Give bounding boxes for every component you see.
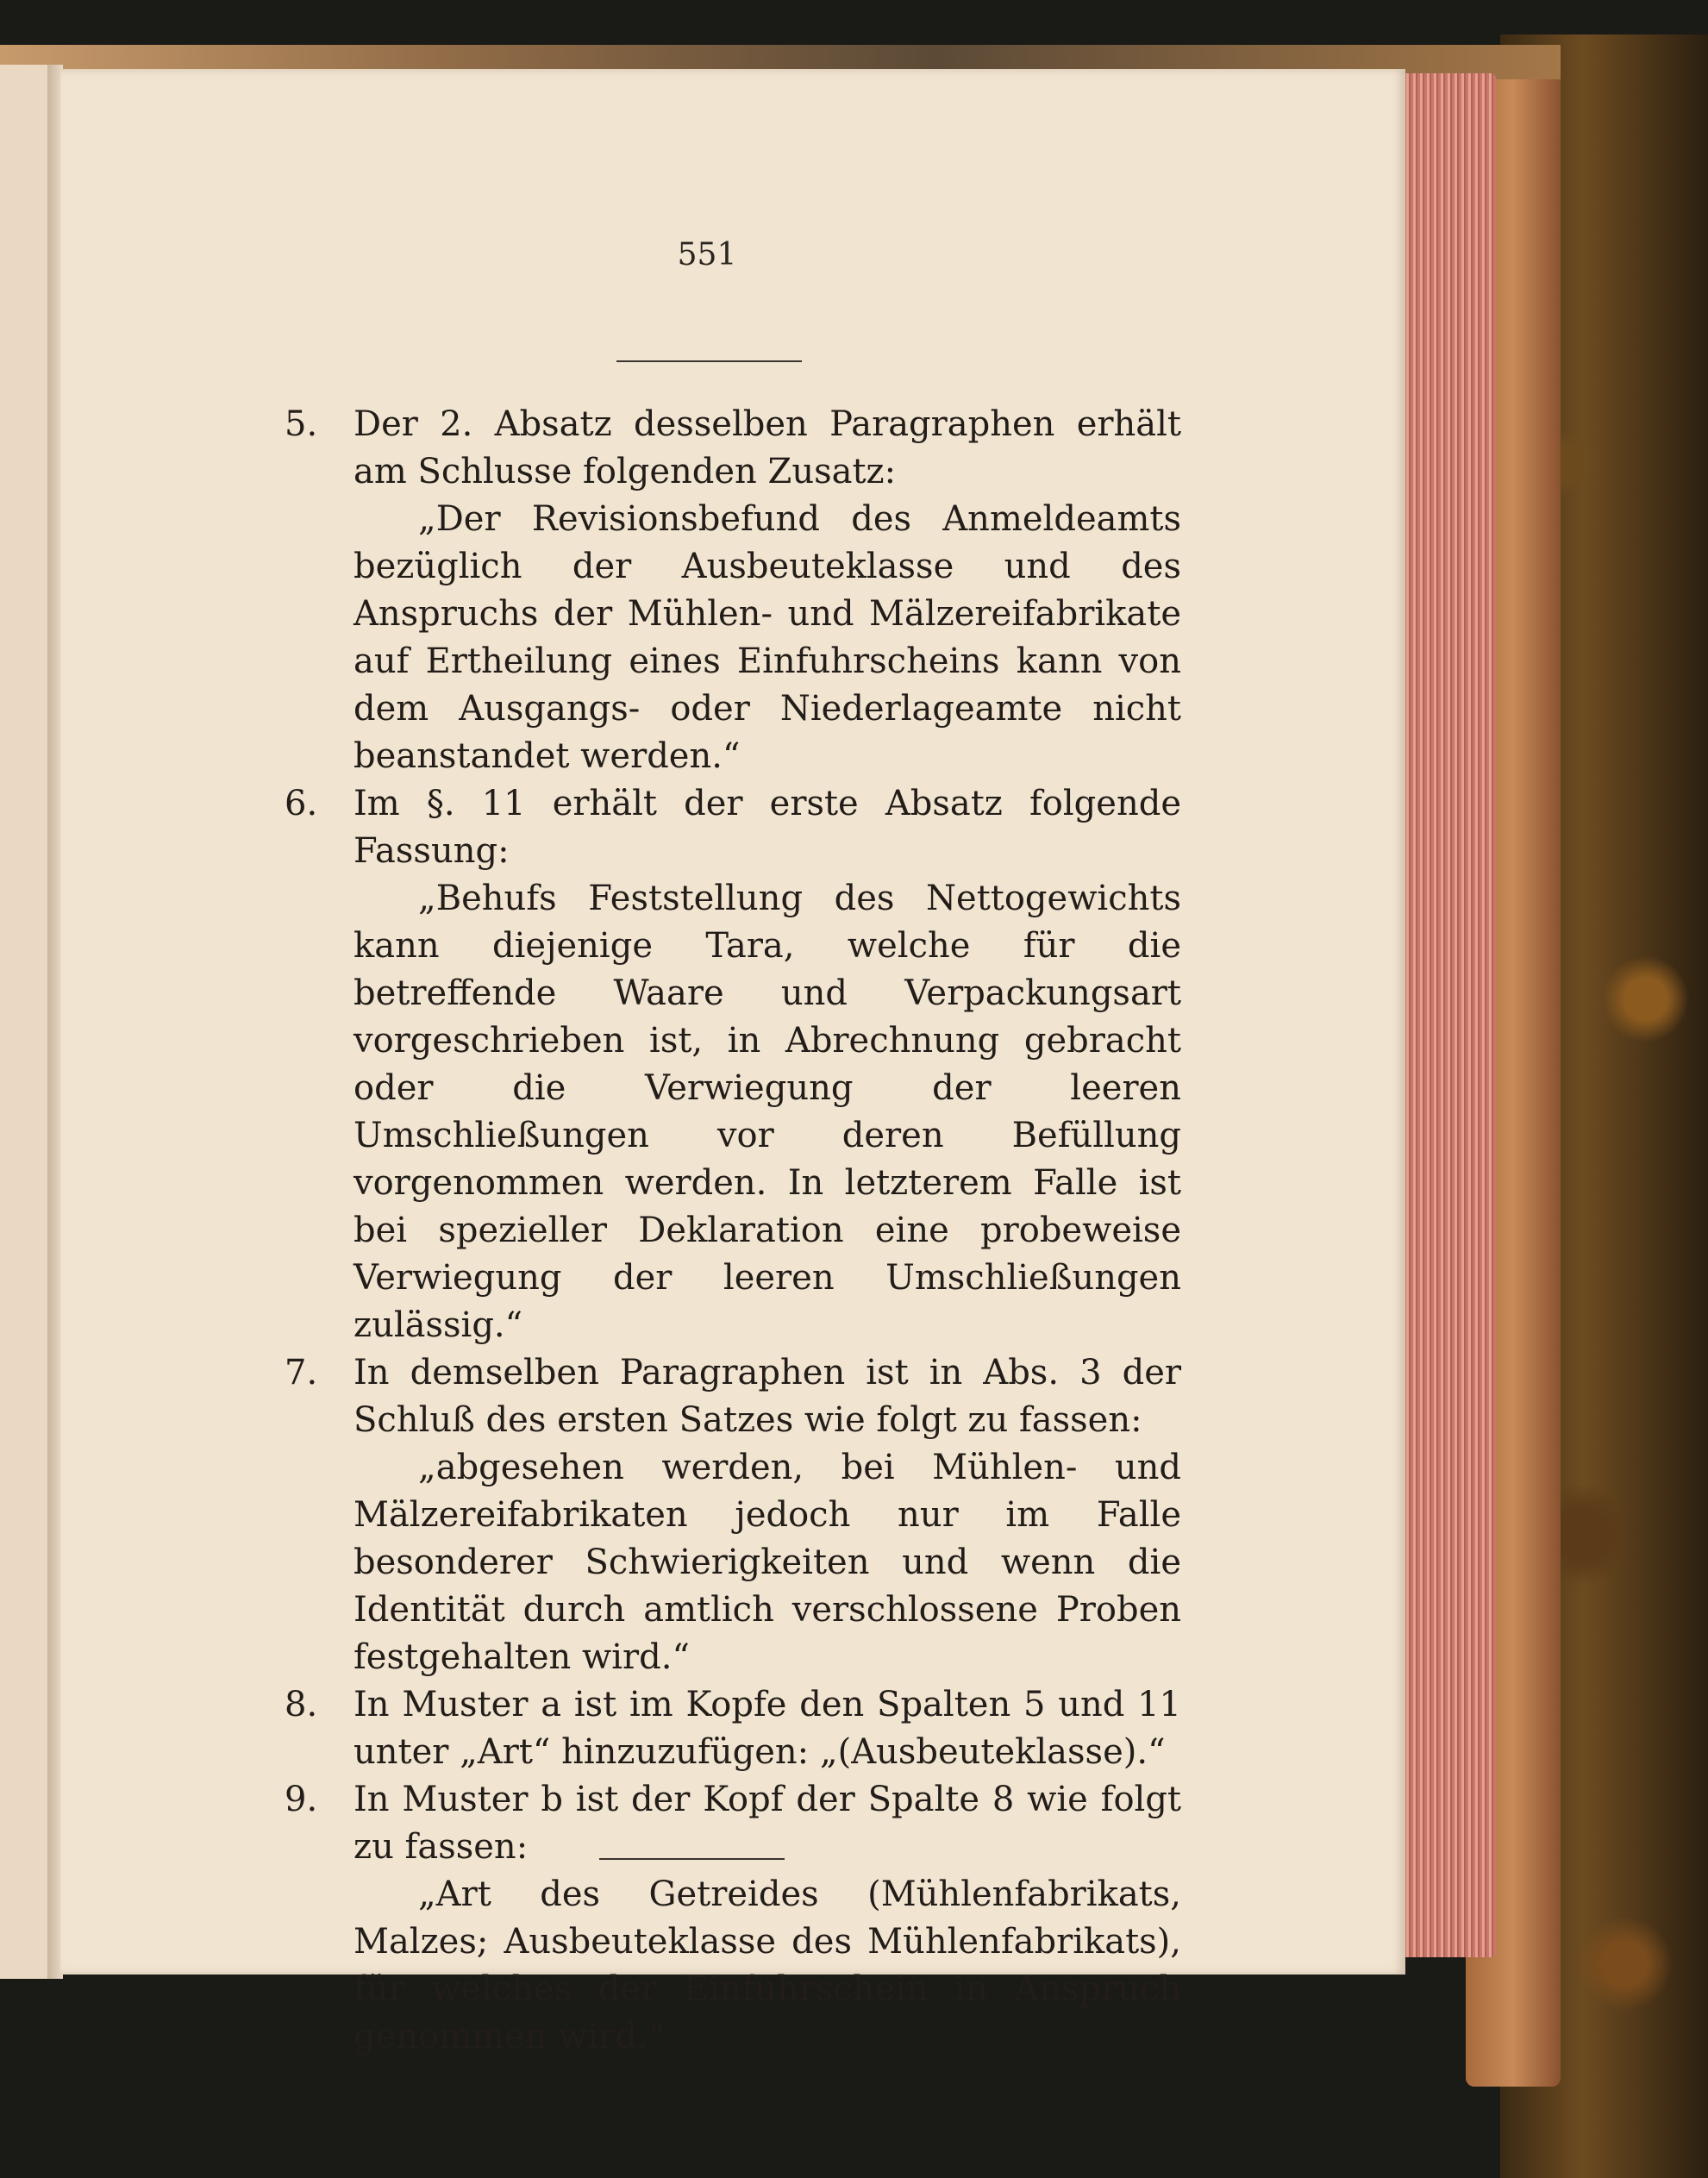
item-number: 6. [285,784,318,823]
page-edges [1397,73,1496,1957]
item-number: 5. [285,404,318,444]
header-rule [616,360,802,362]
footer-rule [599,1858,785,1860]
item-text: Der 2. Absatz desselben Paragraphen erhält am Schlusse folgenden Zusatz: [353,404,1181,491]
item-number: 9. [285,1780,318,1819]
item-quote: „Art des Getreides (Mühlenfabrikats, Malzes; Ausbeuteklasse des Mühlenfabrikats), für welches der Einfuhrschein in Anspruch genommen wird.“ [353,1874,1181,2056]
page-body [285,401,1181,2061]
list-item [285,1681,1181,1776]
left-facing-page [0,65,53,1979]
item-number: 7. [285,1353,318,1393]
item-text: In Muster a ist im Kopfe den Spalten 5 und 11 unter „Art“ hinzuzufügen: „(Ausbeuteklasse).“ [353,1685,1181,1772]
list-item [285,1776,1181,1871]
item-quote: „abgesehen werden, bei Mühlen- und Mälzereifabrikaten jedoch nur im Falle besonderer Schwierigkeiten und wenn die Identität durch amtlich verschlossene Proben festgehalten wird.“ [353,1448,1181,1677]
book-page [60,69,1405,2056]
item-quote: „Behufs Feststellung des Nettogewichts kann diejenige Tara, welche für die betreffende Waare und Verpackungsart vorgeschrieben ist, in Abrechnung gebracht oder die Verwiegung der leeren Umschließungen vor deren Befüllung vorgenommen werden. In letzterem Falle ist bei spezieller Deklaration eine probeweise Verwiegung der leeren Umschließungen zulässig.“ [353,879,1181,1345]
list-item [285,401,1181,496]
item-text: In demselben Paragraphen ist in Abs. 3 der Schluß des ersten Satzes wie folgt zu fassen: [353,1353,1181,1440]
item-number: 8. [285,1685,318,1724]
list-item [285,780,1181,875]
item-quote: „Der Revisionsbefund des Anmeldeamts bezüglich der Ausbeuteklasse und des Anspruchs der Mühlen- und Mälzereifabrikate auf Ertheilung eines Einfuhrscheins kann von dem Ausgangs- oder Niederlageamte nicht beanstandet werden.“ [353,499,1181,776]
list-item [285,1349,1181,1444]
item-text: Im §. 11 erhält der erste Absatz folgende Fassung: [353,784,1181,871]
page-number: 551 [677,237,737,272]
item-text: In Muster b ist der Kopf der Spalte 8 wie folgt zu fassen: [353,1780,1181,1867]
